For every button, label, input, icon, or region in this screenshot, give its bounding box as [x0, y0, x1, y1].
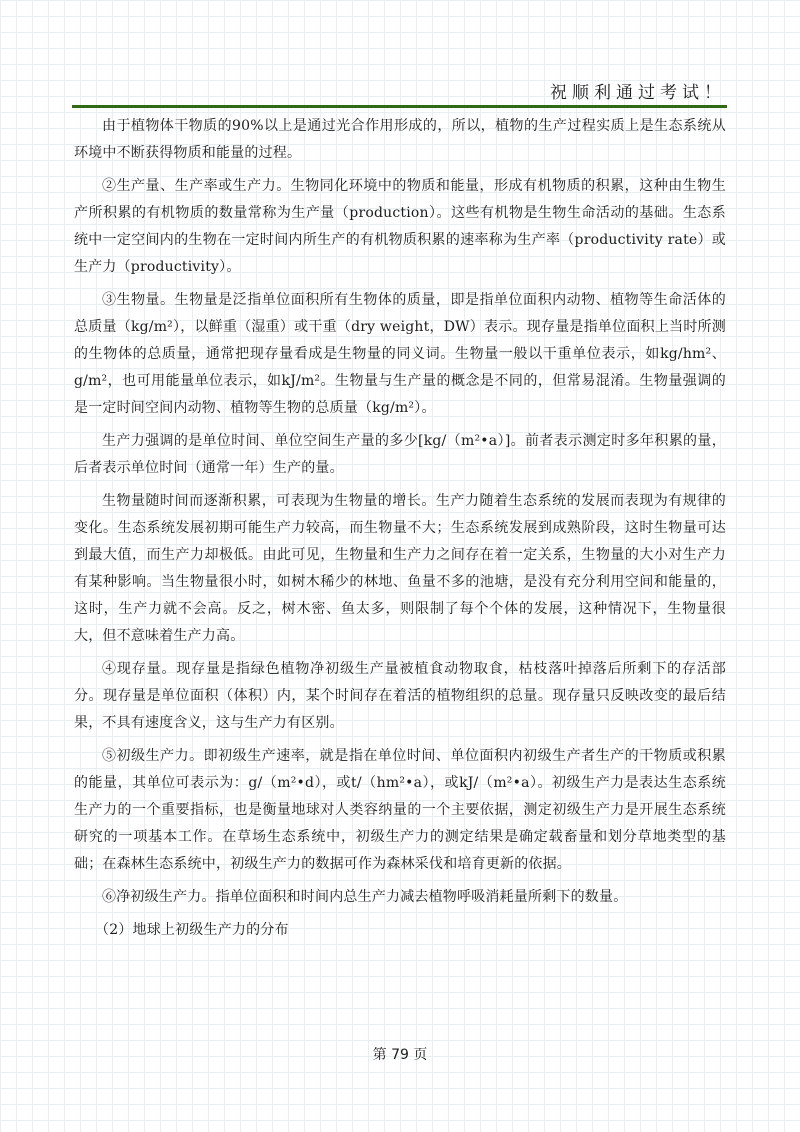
page-body [74, 113, 726, 944]
page-number: 第 79 页 [372, 1047, 428, 1063]
paragraph-standing-crop: ④现存量。现存量是指绿色植物净初级生产量被植食动物取食，枯枝落叶掉落后所剩下的存活部分。现存量是单位面积（体积）内，某个时间存在着活的植物组织的总量。现存量只反映改变的最后结果，不具有速度含义，这与生产力有区别。 [74, 661, 726, 731]
paragraph-biomass-growth: 生物量随时间而逐渐积累，可表现为生物量的增长。生产力随着生态系统的发展而表现为有规律的变化。生态系统发展初期可能生产力较高，而生物量不大；生态系统发展到成熟阶段，这时生物量可达到最大值，而生产力却极低。由此可见，生物量和生产力之间存在着一定关系，生物量的大小对生产力有某种影响。当生物量很小时，如树木稀少的林地、鱼量不多的池塘，是没有充分利用空间和能量的，这时，生产力就不会高。反之，树木密、鱼太多，则限制了每个个体的发展，这种情况下，生物量很大，但不意味着生产力高。 [74, 493, 726, 644]
paragraph-biomass: ③生物量。生物量是泛指单位面积所有生物体的质量，即是指单位面积内动物、植物等生命活体的总质量（kg/m²），以鲜重（湿重）或干重（dry weight，DW）表示。现存量是指单位面积上当时所测的生物体的总质量，通常把现存量看成是生物量的同义词。生物量一般以干重单位表示，如kg/hm²、g/m²，也可用能量单位表示，如kJ/m²。生物量与生产量的概念是不同的，但常易混淆。生物量强调的是一定时间空间内动物、植物等生物的总质量（kg/m²）。 [74, 292, 726, 416]
header-slogan: 祝顺利通过考试！ [550, 83, 726, 103]
header-rule [72, 105, 727, 108]
paragraph-intro: 由于植物体干物质的90%以上是通过光合作用形成的，所以，植物的生产过程实质上是生态系统从环境中不断获得物质和能量的过程。 [74, 118, 726, 161]
paragraph-primary-productivity: ⑤初级生产力。即初级生产速率，就是指在单位时间、单位面积内初级生产者生产的干物质或积累的能量，其单位可表示为：g/（m²•d），或t/（hm²•a），或kJ/（m²•a）。初级生产力是表达生态系统生产力的一个重要指标，也是衡量地球对人类容纳量的一个主要依据，测定初级生产力是开展生态系统研究的一项基本工作。在草场生态系统中，初级生产力的测定结果是确定载畜量和划分草地类型的基础；在森林生态系统中，初级生产力的数据可作为森林采伐和培育更新的依据。 [74, 748, 726, 872]
paragraph-net-primary-productivity: ⑥净初级生产力。指单位面积和时间内总生产力减去植物呼吸消耗量所剩下的数量。 [102, 889, 628, 905]
paragraph-production: ②生产量、生产率或生产力。生物同化环境中的物质和能量，形成有机物质的积累，这种由生物生产所积累的有机物质的数量常称为生产量（production）。这些有机物是生物生命活动的基础。生态系统中一定空间内的生物在一定时间内所生产的有机物质积累的速率称为生产率（productivity rate）或生产力（productivity）。 [74, 178, 726, 275]
paragraph-productivity-emphasis: 生产力强调的是单位时间、单位空间生产量的多少[kg/（m²•a）]。前者表示测定时多年积累的量，后者表示单位时间（通常一年）生产的量。 [74, 433, 726, 476]
section-heading-distribution: （2）地球上初级生产力的分布 [95, 922, 289, 938]
